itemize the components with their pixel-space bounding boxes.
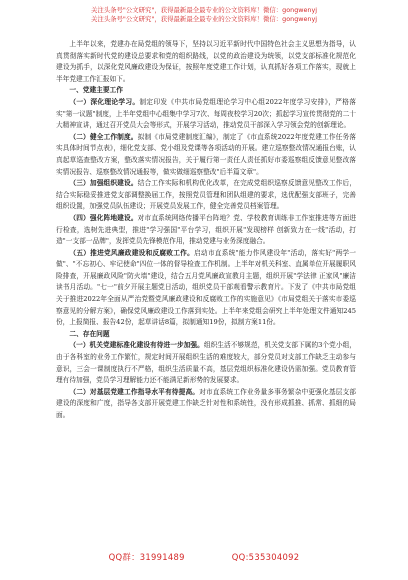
item-body: 对市直系统工作业务量多事务繁杂中更强化基层支部建设的深度和广度，指导各支部开展党建工作缺乏针对性和系统性，没有形成抓推、抓常、抓细的局面。 bbox=[56, 387, 356, 419]
header-banner bbox=[0, 6, 408, 23]
item-body: 制定印发《中共市局党组理论学习中心组2022年度学习安排》，严格落实"第一议题"制度，上半年党组中心组集中学习7次、每周夜校学习20次；抓起学习宣传贯彻党的二十大精神宣讲，通过召开党员大会等形式，开展学习活动，推动党员干部深入学习领会党的创新理论。 bbox=[56, 97, 356, 130]
qq-number-text: QQ:535304092 bbox=[231, 552, 300, 562]
section-1-item-3 bbox=[56, 178, 356, 213]
banner-line-1: 关注头条号"公文研究"，获得最新最全最专业的公文资料库！微信：gongwenyj bbox=[90, 6, 318, 14]
item-lead: （三）加强组织建设。 bbox=[69, 179, 138, 188]
section-1-heading: 一、党建主要工作 bbox=[69, 86, 123, 95]
item-body: 对市直系统网络传播平台阵地？党、学校教育训练非工作室推进等方面进行检查，选树先进典型，推进"学习强国"平台学习，组织开展"发现榜样 创新致力在一线"活动，打造"一支部一品牌"，发挥党员先锋模范作用，推动党建与业务深度融合。 bbox=[56, 213, 357, 246]
section-1-item-1 bbox=[56, 97, 356, 132]
item-body: 组织生活不够规范，机关党支部下属的3个党小组，由于各科室的业务工作繁忙，规定时间开展组织生活的难度较大，部分党员对支部工作缺乏主动参与意识，三会一课制度执行不严格，组织生活质量不高，基层党组织标准化建设仍需加强。党员教育管理有待加强，党员学习理解能力还不能满足新形势的发展要求。 bbox=[56, 341, 356, 385]
section-2-heading: 二、存在问题 bbox=[69, 329, 110, 338]
section-1-item-4 bbox=[56, 213, 356, 248]
banner-line-2: 关注头条号"公文研究"，获得最新最全最专业的公文资料库！微信：gongwenyj bbox=[90, 14, 318, 23]
section-2-item-1 bbox=[56, 340, 356, 386]
item-body: 拟制《市局党建制度汇编》，制定了《市直系统2022年度党建工作任务落实具体时间节点表》，细化党支部、党小组及党课等各项活动的开展。建立巡察整改情况通报台账，认真起草巡查整改方案，整改落实情况报告，关于履行第一责任人责任抓好市委巡察组反馈意见整改落实情况报告、巡察整改情况通报等，做实做细巡察整改"后半篇文章"。 bbox=[56, 132, 356, 176]
document-body bbox=[56, 39, 356, 422]
qq-group-text: QQ群：31991489 bbox=[108, 552, 185, 562]
item-lead: （五）推进党风廉政建设和反腐败工作。 bbox=[69, 248, 194, 257]
intro-paragraph: 上半年以来，党建办在局党组的领导下，坚持以习近平新时代中国特色社会主义思想为指导，认真贯彻落实新时代党的建设总要求和党的组织路线，以党的政治建设为统领，以党支部标准化规范化建设为抓手，以深化党风廉政建设为保证，按照年度党建工作计划，认真抓好各项工作落实，现就上半年党建工作汇报如下。 bbox=[56, 40, 356, 83]
item-body: 启动市直系统"能力作风建设年"活动，落实好"两学一做"、"不忘初心、牢记使命"四位一体的督导检查工作机制。上半年对机关科室、直属单位开展履职风险排查，开展廉政风险"防火墙"建设，结合五月党风廉政宣教月主题，组织开展"学法律 正家风"廉洁读书月活动。"七一"前夕开展主题党日活动，组织党员干部观看警示教育片。下发了《中共市局党组关于推进2022年全面从严治党暨党风廉政建设和反腐败工作的实施意见》《市局党组关于落实市委巡察意见的分解方案》，确保党风廉政建设工作落到实处。上半年来党组会研究上半年处理文件通知245份，上报简报、报告42份，起草讲话8篇，拟制通知19份，拟制方案11份。 bbox=[56, 248, 356, 327]
section-2-item-2 bbox=[56, 387, 356, 422]
item-lead: （一）机关党建标准化建设有待进一步加强。 bbox=[69, 341, 204, 350]
item-lead: （二）健全工作制度。 bbox=[69, 132, 138, 141]
section-1-item-2 bbox=[56, 132, 356, 178]
footer-contact bbox=[0, 551, 408, 563]
item-body: 结合工作实际和机构优化改革，在完成党组织巡察反馈意见整改工作后，结合实际稳妥推进党支部调整换届工作，按照党员管理和团队组建的要求，选优配强支部班子，完善组织设置，加强党员队伍建设；开展党员发展工作，健全完善党员档案管理。 bbox=[56, 179, 357, 211]
item-lead: （一）深化理论学习。 bbox=[69, 97, 140, 106]
section-1-item-5 bbox=[56, 248, 356, 329]
item-lead: （二）对基层党建工作指导水平有待提高。 bbox=[69, 387, 200, 396]
item-lead: （四）强化阵地建设。 bbox=[69, 213, 138, 222]
